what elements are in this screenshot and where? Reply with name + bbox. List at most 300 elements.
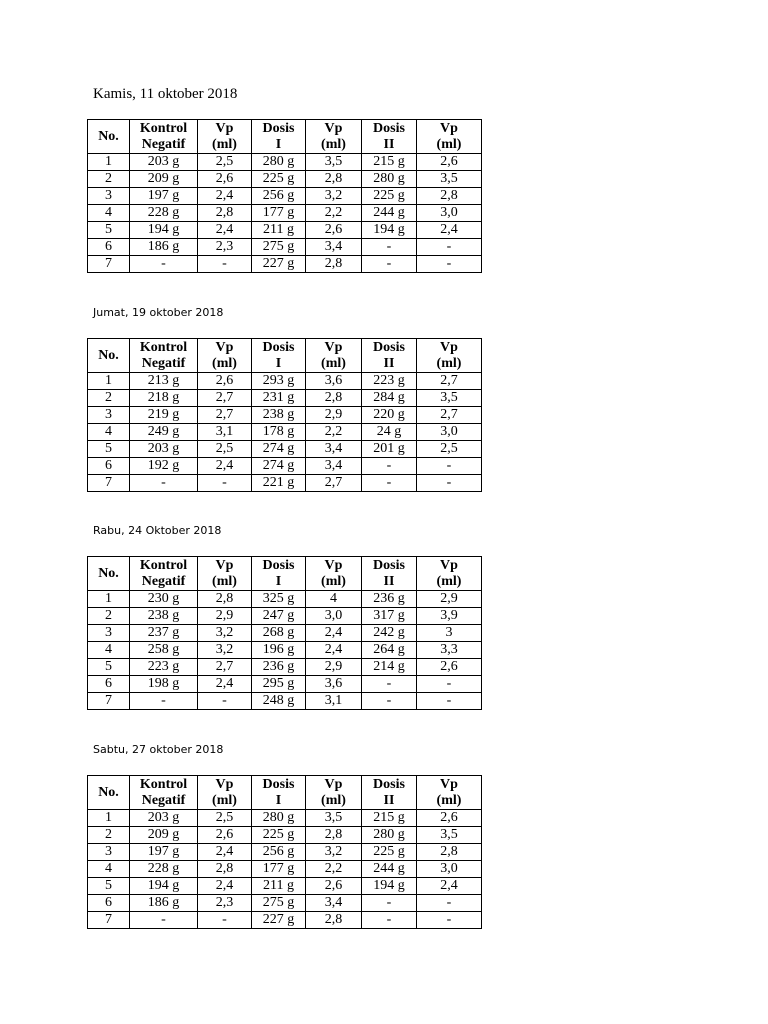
table-cell: - <box>417 239 482 256</box>
table-cell: - <box>417 458 482 475</box>
column-header-line: (ml) <box>321 355 346 371</box>
table-cell: 201 g <box>362 441 417 458</box>
table-cell: 2,5 <box>198 810 252 827</box>
table-cell: 2,8 <box>198 205 252 222</box>
table-cell: 220 g <box>362 407 417 424</box>
table-cell: - <box>362 693 417 710</box>
table-cell: - <box>130 475 198 492</box>
table-cell: - <box>130 912 198 929</box>
table-cell: 268 g <box>252 625 306 642</box>
table-cell: 3,4 <box>306 895 362 912</box>
column-header-line: I <box>275 136 282 152</box>
table-cell: 225 g <box>362 844 417 861</box>
table-cell: 2,6 <box>417 810 482 827</box>
table-cell: 2,9 <box>306 659 362 676</box>
table-cell: 2,6 <box>306 878 362 895</box>
column-header-line: II <box>383 136 395 152</box>
column-header-line: Kontrol <box>139 557 188 573</box>
column-header-line: Vp <box>440 339 458 355</box>
table-cell: 4 <box>88 205 130 222</box>
measurement-table <box>87 119 482 273</box>
table-cell: 3,5 <box>417 171 482 188</box>
column-header-line: Negatif <box>141 792 186 808</box>
column-header-line: No. <box>98 784 119 800</box>
table-cell: 3,6 <box>306 373 362 390</box>
table-row <box>88 693 482 710</box>
table-cell: 2,6 <box>198 373 252 390</box>
table-cell: 256 g <box>252 844 306 861</box>
table-cell: 2,2 <box>306 861 362 878</box>
table-cell: 177 g <box>252 205 306 222</box>
table-cell: 5 <box>88 878 130 895</box>
table-cell: 225 g <box>252 827 306 844</box>
table-row <box>88 625 482 642</box>
table-cell: 194 g <box>362 222 417 239</box>
table-cell: 3,2 <box>198 625 252 642</box>
table-cell: 3,0 <box>417 424 482 441</box>
table-cell: 284 g <box>362 390 417 407</box>
table-cell: 4 <box>306 591 362 608</box>
column-header-line: Dosis <box>373 120 405 136</box>
table-cell: 280 g <box>252 154 306 171</box>
table-cell: 2,7 <box>306 475 362 492</box>
table-cell: 3,2 <box>306 188 362 205</box>
table-cell: 219 g <box>130 407 198 424</box>
table-cell: - <box>198 256 252 273</box>
table-cell: 3 <box>88 625 130 642</box>
table-cell: 248 g <box>252 693 306 710</box>
table-cell: 280 g <box>362 171 417 188</box>
table-row <box>88 642 482 659</box>
column-header-line: Vp <box>215 339 234 355</box>
table-cell: 2,8 <box>306 827 362 844</box>
column-header-line: (ml) <box>212 136 237 152</box>
table-cell: 24 g <box>362 424 417 441</box>
column-header-line: I <box>275 355 282 371</box>
table-cell: 214 g <box>362 659 417 676</box>
table-cell: 218 g <box>130 390 198 407</box>
column-header-line: (ml) <box>321 573 346 589</box>
table-cell: 221 g <box>252 475 306 492</box>
table-row <box>88 390 482 407</box>
table-cell: 225 g <box>252 171 306 188</box>
table-cell: 1 <box>88 154 130 171</box>
column-header-line: II <box>383 355 395 371</box>
column-header-line: (ml) <box>436 136 462 152</box>
column-header-line: Dosis <box>262 339 295 355</box>
table-row <box>88 895 482 912</box>
column-header-line: Dosis <box>373 776 405 792</box>
table-cell: 3,2 <box>198 642 252 659</box>
table-cell: - <box>198 912 252 929</box>
table-cell: 3 <box>88 188 130 205</box>
column-header-line: I <box>275 792 282 808</box>
table-cell: 2 <box>88 171 130 188</box>
table-cell: 6 <box>88 676 130 693</box>
column-header-line: Vp <box>324 557 343 573</box>
table-row <box>88 458 482 475</box>
table-cell: 2,4 <box>198 188 252 205</box>
table-cell: 3,1 <box>306 693 362 710</box>
measurement-table <box>87 338 482 492</box>
table-section-2 <box>87 303 482 492</box>
column-header <box>88 120 130 154</box>
table-cell: 3,4 <box>306 239 362 256</box>
table-cell: 215 g <box>362 810 417 827</box>
table-cell: 249 g <box>130 424 198 441</box>
table-cell: 258 g <box>130 642 198 659</box>
table-cell: - <box>417 676 482 693</box>
table-row <box>88 441 482 458</box>
column-header-line: Vp <box>324 339 343 355</box>
table-cell: 3,9 <box>417 608 482 625</box>
column-header <box>198 557 252 591</box>
column-header <box>130 557 198 591</box>
column-header-line: (ml) <box>436 573 462 589</box>
table-cell: 2,3 <box>198 239 252 256</box>
table-cell: 247 g <box>252 608 306 625</box>
table-cell: 2,7 <box>198 390 252 407</box>
table-cell: - <box>417 912 482 929</box>
column-header <box>306 776 362 810</box>
table-cell: 5 <box>88 222 130 239</box>
table-cell: 280 g <box>362 827 417 844</box>
header-row <box>88 557 482 591</box>
column-header-line: Vp <box>215 120 234 136</box>
table-cell: 2,4 <box>198 458 252 475</box>
table-cell: 236 g <box>362 591 417 608</box>
column-header-line: (ml) <box>321 792 346 808</box>
table-cell: 2,4 <box>198 222 252 239</box>
table-cell: 2,9 <box>306 407 362 424</box>
table-cell: 194 g <box>130 222 198 239</box>
table-cell: 325 g <box>252 591 306 608</box>
table-cell: 178 g <box>252 424 306 441</box>
table-cell: 2,4 <box>198 878 252 895</box>
table-cell: 223 g <box>362 373 417 390</box>
table-cell: 3,1 <box>198 424 252 441</box>
table-cell: 2,4 <box>306 625 362 642</box>
table-cell: 238 g <box>130 608 198 625</box>
column-header-line: Dosis <box>373 557 405 573</box>
table-cell: 2,4 <box>306 642 362 659</box>
table-cell: 198 g <box>130 676 198 693</box>
table-cell: 3,6 <box>306 676 362 693</box>
table-cell: 228 g <box>130 205 198 222</box>
table-cell: 7 <box>88 475 130 492</box>
table-cell: 2,4 <box>198 844 252 861</box>
table-cell: 5 <box>88 659 130 676</box>
table-cell: 227 g <box>252 256 306 273</box>
table-cell: 209 g <box>130 171 198 188</box>
table-cell: 244 g <box>362 205 417 222</box>
table-cell: 6 <box>88 458 130 475</box>
column-header-line: Negatif <box>141 573 186 589</box>
column-header-line: Vp <box>324 120 343 136</box>
table-cell: 4 <box>88 642 130 659</box>
table-cell: 2,6 <box>306 222 362 239</box>
section-date-title: Rabu, 24 Oktober 2018 <box>93 524 222 537</box>
header-row <box>88 339 482 373</box>
table-cell: 2,5 <box>198 441 252 458</box>
table-cell: 242 g <box>362 625 417 642</box>
table-cell: 237 g <box>130 625 198 642</box>
table-cell: 2 <box>88 390 130 407</box>
table-cell: 2,8 <box>417 188 482 205</box>
table-cell: 275 g <box>252 239 306 256</box>
table-cell: 244 g <box>362 861 417 878</box>
table-row <box>88 222 482 239</box>
table-cell: 317 g <box>362 608 417 625</box>
table-cell: - <box>417 256 482 273</box>
column-header-line: No. <box>98 128 119 144</box>
table-cell: 3 <box>88 844 130 861</box>
table-cell: 5 <box>88 441 130 458</box>
column-header-line: No. <box>98 347 119 363</box>
table-section-1 <box>87 84 482 273</box>
table-cell: 4 <box>88 861 130 878</box>
table-cell: 213 g <box>130 373 198 390</box>
table-cell: 2,8 <box>306 171 362 188</box>
table-cell: - <box>198 693 252 710</box>
column-header-line: Kontrol <box>139 120 188 136</box>
table-row <box>88 154 482 171</box>
column-header-line: (ml) <box>212 355 237 371</box>
table-cell: - <box>362 895 417 912</box>
column-header <box>252 557 306 591</box>
column-header <box>306 557 362 591</box>
column-header <box>306 120 362 154</box>
section-date-title: Jumat, 19 oktober 2018 <box>93 306 224 319</box>
table-cell: 7 <box>88 693 130 710</box>
table-cell: 3,4 <box>306 441 362 458</box>
table-row <box>88 810 482 827</box>
table-row <box>88 861 482 878</box>
table-row <box>88 188 482 205</box>
table-cell: 2,2 <box>306 424 362 441</box>
table-cell: - <box>362 912 417 929</box>
column-header-line: Vp <box>215 776 234 792</box>
section-date-title: Sabtu, 27 oktober 2018 <box>93 743 224 756</box>
column-header <box>88 776 130 810</box>
table-cell: 215 g <box>362 154 417 171</box>
column-header-line: Dosis <box>262 776 295 792</box>
column-header <box>417 339 482 373</box>
column-header <box>130 339 198 373</box>
table-cell: 2,4 <box>198 676 252 693</box>
column-header <box>252 120 306 154</box>
table-cell: - <box>130 256 198 273</box>
column-header <box>362 120 417 154</box>
table-cell: 4 <box>88 424 130 441</box>
table-cell: 1 <box>88 373 130 390</box>
table-cell: 223 g <box>130 659 198 676</box>
table-section-4 <box>87 740 482 929</box>
table-cell: 3,0 <box>417 861 482 878</box>
table-cell: 3 <box>417 625 482 642</box>
header-row <box>88 776 482 810</box>
column-header <box>198 120 252 154</box>
table-cell: 2,6 <box>417 154 482 171</box>
table-cell: 295 g <box>252 676 306 693</box>
table-row <box>88 239 482 256</box>
table-cell: 3,2 <box>306 844 362 861</box>
column-header-line: Vp <box>440 120 458 136</box>
column-header <box>362 557 417 591</box>
column-header-line: (ml) <box>212 792 237 808</box>
measurement-table <box>87 556 482 710</box>
column-header-line: II <box>383 792 395 808</box>
table-cell: 3,5 <box>417 390 482 407</box>
table-cell: 211 g <box>252 878 306 895</box>
table-cell: 6 <box>88 895 130 912</box>
column-header-line: Vp <box>440 776 458 792</box>
column-header <box>198 776 252 810</box>
table-row <box>88 659 482 676</box>
table-cell: 231 g <box>252 390 306 407</box>
column-header-line: Kontrol <box>139 339 188 355</box>
table-cell: 197 g <box>130 188 198 205</box>
table-cell: 3,0 <box>306 608 362 625</box>
table-cell: 274 g <box>252 458 306 475</box>
table-row <box>88 591 482 608</box>
table-cell: 6 <box>88 239 130 256</box>
table-cell: - <box>417 693 482 710</box>
table-cell: 3,4 <box>306 458 362 475</box>
table-cell: - <box>417 895 482 912</box>
table-row <box>88 844 482 861</box>
table-row <box>88 171 482 188</box>
column-header <box>252 776 306 810</box>
table-cell: 3,5 <box>417 827 482 844</box>
table-cell: 228 g <box>130 861 198 878</box>
table-cell: - <box>417 475 482 492</box>
table-cell: 7 <box>88 912 130 929</box>
column-header-line: Dosis <box>262 120 295 136</box>
table-cell: 196 g <box>252 642 306 659</box>
column-header-line: Vp <box>440 557 458 573</box>
column-header-line: II <box>383 573 395 589</box>
table-cell: 197 g <box>130 844 198 861</box>
table-row <box>88 912 482 929</box>
table-cell: 2,9 <box>198 608 252 625</box>
table-cell: 192 g <box>130 458 198 475</box>
table-cell: 186 g <box>130 895 198 912</box>
column-header <box>88 557 130 591</box>
table-cell: 1 <box>88 810 130 827</box>
table-row <box>88 475 482 492</box>
table-cell: 2,7 <box>198 659 252 676</box>
column-header-line: No. <box>98 565 119 581</box>
table-cell: 1 <box>88 591 130 608</box>
column-header-line: (ml) <box>321 136 346 152</box>
table-row <box>88 827 482 844</box>
table-cell: 203 g <box>130 154 198 171</box>
column-header-line: (ml) <box>436 792 462 808</box>
column-header <box>417 557 482 591</box>
table-cell: 2 <box>88 608 130 625</box>
column-header <box>130 776 198 810</box>
table-cell: - <box>362 458 417 475</box>
table-cell: 2,5 <box>417 441 482 458</box>
column-header-line: Dosis <box>373 339 405 355</box>
table-cell: - <box>362 239 417 256</box>
table-cell: 3,3 <box>417 642 482 659</box>
table-cell: - <box>362 475 417 492</box>
column-header <box>362 776 417 810</box>
table-cell: 256 g <box>252 188 306 205</box>
table-cell: 2,4 <box>417 222 482 239</box>
column-header-line: Vp <box>215 557 234 573</box>
table-cell: 2,8 <box>198 861 252 878</box>
column-header <box>362 339 417 373</box>
column-header-line: Dosis <box>262 557 295 573</box>
table-cell: 236 g <box>252 659 306 676</box>
table-cell: 2,8 <box>306 390 362 407</box>
table-cell: 2,4 <box>417 878 482 895</box>
table-cell: - <box>362 676 417 693</box>
table-cell: 230 g <box>130 591 198 608</box>
column-header <box>88 339 130 373</box>
table-row <box>88 676 482 693</box>
table-cell: 3,5 <box>306 810 362 827</box>
table-cell: 3,5 <box>306 154 362 171</box>
table-cell: 2,9 <box>417 591 482 608</box>
table-cell: 2,8 <box>417 844 482 861</box>
column-header <box>417 120 482 154</box>
table-cell: 3 <box>88 407 130 424</box>
table-row <box>88 608 482 625</box>
table-row <box>88 878 482 895</box>
column-header-line: I <box>275 573 282 589</box>
column-header-line: (ml) <box>212 573 237 589</box>
table-cell: 203 g <box>130 810 198 827</box>
table-row <box>88 205 482 222</box>
table-cell: 2,6 <box>417 659 482 676</box>
column-header-line: Vp <box>324 776 343 792</box>
table-cell: 2,7 <box>198 407 252 424</box>
table-cell: 2,6 <box>198 171 252 188</box>
table-cell: 2,5 <box>198 154 252 171</box>
column-header <box>306 339 362 373</box>
column-header <box>130 120 198 154</box>
table-cell: 264 g <box>362 642 417 659</box>
table-cell: - <box>198 475 252 492</box>
table-cell: 2,7 <box>417 407 482 424</box>
column-header <box>417 776 482 810</box>
table-cell: 293 g <box>252 373 306 390</box>
table-cell: 2,7 <box>417 373 482 390</box>
table-cell: 238 g <box>252 407 306 424</box>
table-cell: 280 g <box>252 810 306 827</box>
table-cell: - <box>130 693 198 710</box>
table-cell: 275 g <box>252 895 306 912</box>
table-row <box>88 373 482 390</box>
table-cell: 274 g <box>252 441 306 458</box>
table-cell: 211 g <box>252 222 306 239</box>
column-header-line: Kontrol <box>139 776 188 792</box>
table-cell: 225 g <box>362 188 417 205</box>
table-cell: 177 g <box>252 861 306 878</box>
table-cell: 2,2 <box>306 205 362 222</box>
table-cell: 186 g <box>130 239 198 256</box>
column-header-line: Negatif <box>141 136 186 152</box>
table-row <box>88 407 482 424</box>
table-cell: 194 g <box>362 878 417 895</box>
table-cell: 209 g <box>130 827 198 844</box>
table-cell: 194 g <box>130 878 198 895</box>
table-row <box>88 424 482 441</box>
